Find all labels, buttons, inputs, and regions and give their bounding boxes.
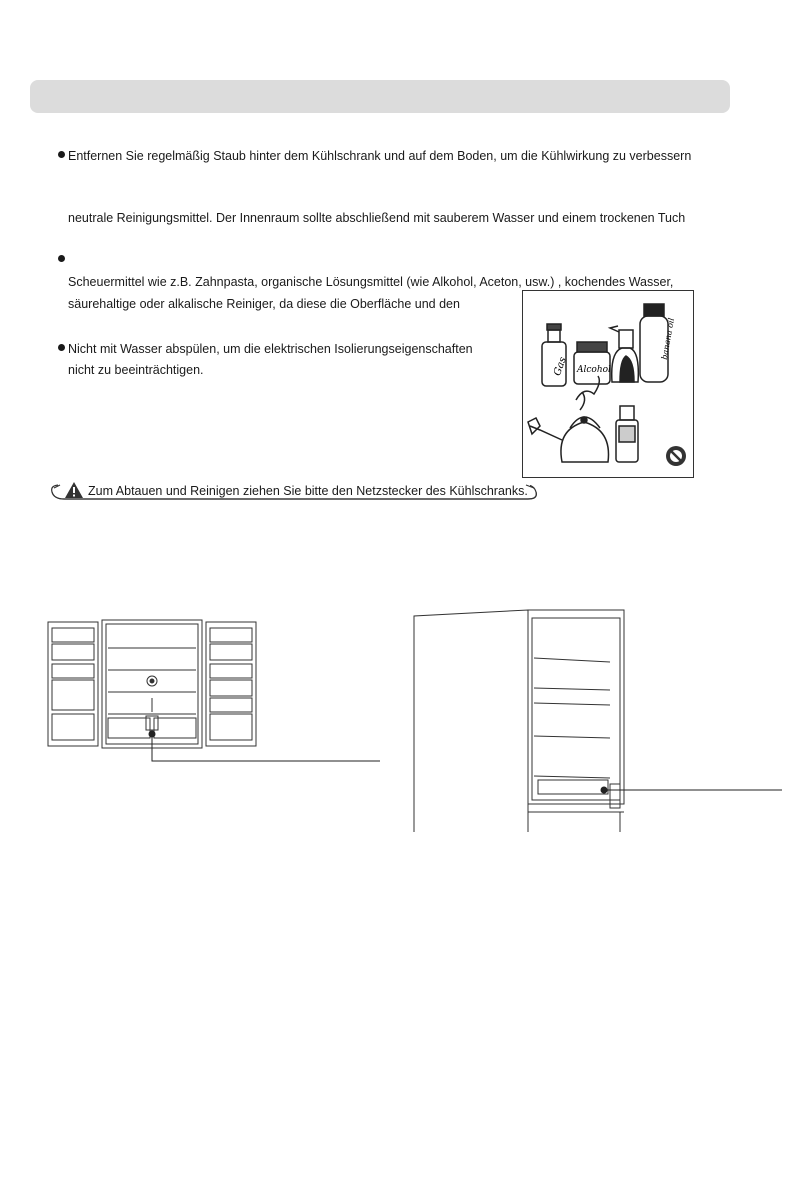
bullet-dot bbox=[58, 151, 65, 158]
warning-triangle-icon bbox=[64, 481, 84, 499]
tip-cleaner-text: neutrale Reinigungsmittel. Der Innenraum sollte abschließend mit sauberem Wasser und einem trockenen Tuch bbox=[68, 211, 686, 225]
section-header-bar bbox=[30, 80, 730, 113]
banana-label: banana oil bbox=[659, 317, 677, 361]
fridge-front-diagram bbox=[46, 618, 386, 768]
fridge-side-diagram bbox=[410, 608, 790, 834]
bullet-dot bbox=[58, 344, 65, 351]
tip-dust-text: Entfernen Sie regelmäßig Staub hinter dem Kühlschrank und auf dem Boden, um die Kühlwirkung zu verbessern bbox=[68, 149, 692, 163]
alcohol-jar bbox=[574, 342, 610, 384]
tip-water-line1: Nicht mit Wasser abspülen, um die elektrischen Isolierungseigenschaften bbox=[68, 342, 473, 356]
warning-text: Zum Abtauen und Reinigen ziehen Sie bitte den Netzstecker des Kühlschranks. bbox=[88, 484, 528, 498]
small-bottle bbox=[616, 406, 638, 462]
spray-bottle bbox=[610, 326, 638, 382]
tip-abrasive-line2: säurehaltige oder alkalische Reiniger, da diese die Oberfläche und den bbox=[68, 297, 460, 311]
bullet-dot bbox=[58, 255, 65, 262]
tip-water-line2: nicht zu beeinträchtigen. bbox=[68, 363, 204, 377]
kettle bbox=[528, 376, 609, 462]
prohibited-icon bbox=[666, 446, 686, 466]
alcohol-label: Alcohol bbox=[577, 365, 611, 375]
tip-abrasive-line1: Scheuermittel wie z.B. Zahnpasta, organische Lösungsmittel (wie Alkohol, Aceton, usw.) , kochendes Wasser, bbox=[68, 275, 674, 289]
chemicals-drawing bbox=[522, 290, 694, 478]
gas-label: Gas bbox=[551, 355, 569, 378]
